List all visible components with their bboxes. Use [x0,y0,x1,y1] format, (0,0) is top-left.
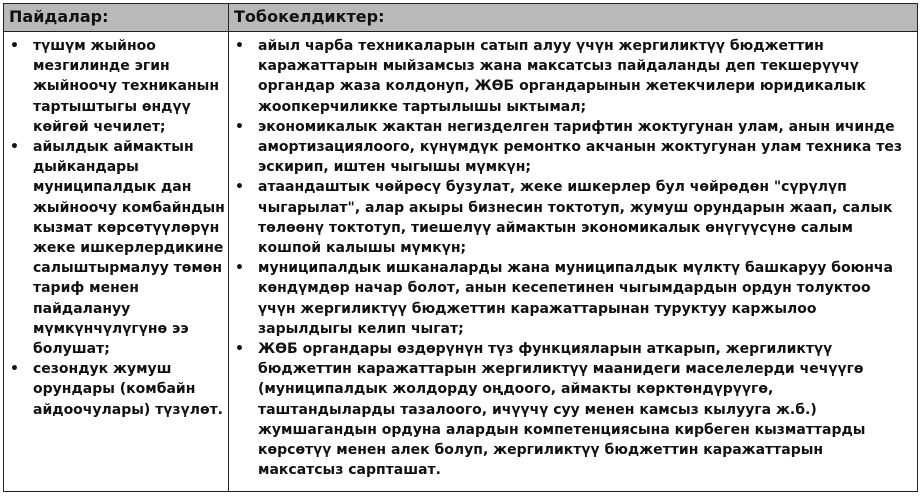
benefits-header: Пайдалар: [4,4,229,32]
bullet-icon: • [235,38,244,54]
list-item [6,359,225,420]
risk-text: айыл чарба техникаларын сатып алуу үчүн жергиликтүү бюджеттин каражаттарын мыйзамсыз жана максатсыз пайдаланды деп текшерүүчү органдар жаза колдонуп, ЖӨБ органдарынын жетекчилери юридикалык жоопкерчиликке тартылышы ыктымал; [258,38,866,115]
risk-text: ЖӨБ органдары өздөрүнүн түз функцияларын аткарып, жергиликтүү бюджеттин каражаттарын жергиликтүү маанидеги маселелерди чечүүгө (муниципалдык жолдорду оңдоого, аймакты көрктөндүрүүгө, таштандыларды тазалоого, ичүүчү суу менен камсыз кылууга ж.б.) жумшагандын ордуна алардын компетенциясына кирбеген кызматтарды көрсөтүү менен алек болуп, жергиликтүү бюджеттин каражаттарын максатсыз сарпташат. [258,341,866,479]
benefits-column [4,32,229,491]
risk-text: экономикалык жактан негизделген тарифтин жоктугунан улам, анын ичинде амортизациялоого, күнүмдүк ремонтко акчанын жоктугунан улам техника тез эскирип, иштен чыгышы мүмкүн; [258,118,902,176]
risk-text: атаандаштык чөйрөсү бузулат, жеке ишкерлер бул чөйрөдөн "сүрүлүп чыгарылат", алар акыры бизнесин токтотуп, жумуш орундарын жаап, салык төлөөнү токтотуп, тиешелүү аймактын экономикалык өнүгүүсүнө салым кошпой калышы мүмкүн; [258,179,893,257]
risks-header: Тобокелдиктер: [229,4,917,32]
bullet-icon: • [235,118,244,135]
list-item [231,36,913,117]
benefit-text: айылдык аймактын дыйкандары муниципалдык дан жыйноочу комбайндын кызмат көрсөтүүлөрүн жеке ишкерлердикине салыштырмалуу төмөн тариф менен пайдалануу мүмкүнчүлүгүнө ээ болушат; [33,139,225,358]
risks-list [231,36,913,480]
risk-text: муниципалдык ишканаларды жана муниципалдык мүлктү башкаруу боюнча көндүмдөр начар болот, анын кесепетинен чыгымдардын ордун толуктоо үчүн жергиликтүү бюджеттин каражаттарынан туруктуу каржылоо зарылдыгы келип чыгат; [258,260,893,337]
bullet-icon: • [10,38,19,54]
list-item [231,177,913,258]
benefits-list [6,36,224,420]
risks-column [229,32,917,491]
bullet-icon: • [235,260,244,277]
list-item [231,117,913,178]
bullet-icon: • [10,139,19,156]
list-item [231,258,913,339]
bullet-icon: • [235,341,244,358]
list-item [6,36,225,137]
benefit-text: түшүм жыйноо мезгилинде эгин жыйноочу техниканын тартыштыгы өндүү көйгөй чечилет; [33,38,219,135]
list-item [231,339,913,480]
bullet-icon: • [10,361,19,378]
list-item [6,137,225,359]
bullet-icon: • [235,179,244,196]
benefits-risks-table [3,3,918,492]
benefit-text: сезондук жумуш орундары (комбайн айдоочулары) түзүлөт. [33,361,223,418]
